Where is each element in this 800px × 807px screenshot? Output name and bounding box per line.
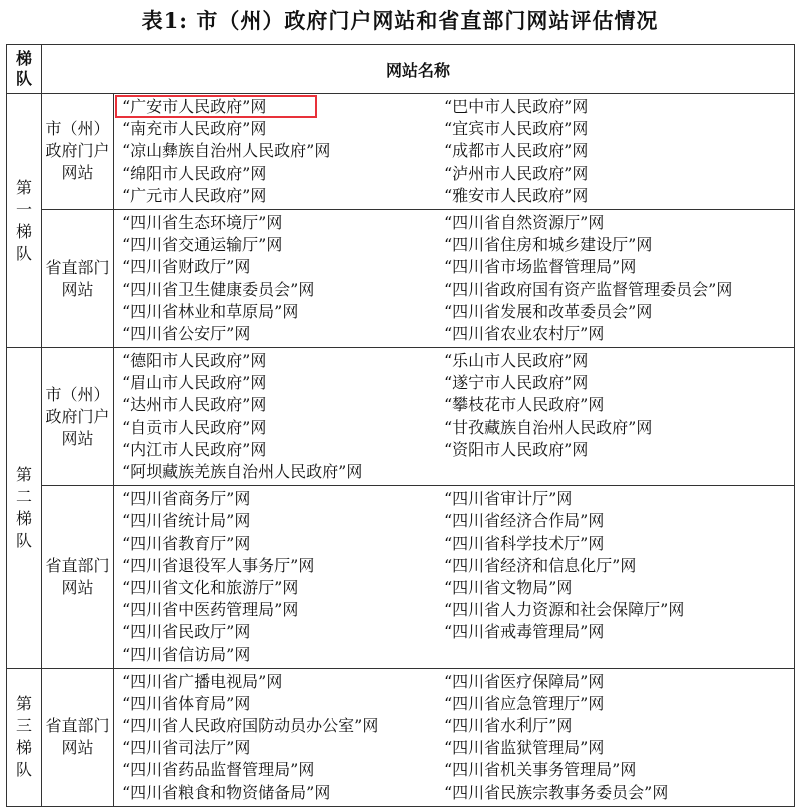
website-name: “四川省财政厅”网 <box>122 257 251 277</box>
website-name: “绵阳市人民政府”网 <box>122 163 267 183</box>
table-row <box>7 486 795 669</box>
tier-1-cell <box>7 94 42 348</box>
website-name: “四川省卫生健康委员会”网 <box>122 279 315 299</box>
website-name: “四川省交通运输厅”网 <box>122 235 283 255</box>
table-row <box>7 94 795 210</box>
website-name: “四川省人民政府国防动员办公室”网 <box>122 716 379 736</box>
website-name: “遂宁市人民政府”网 <box>444 373 589 393</box>
table-row <box>7 668 795 806</box>
site-list <box>114 486 795 669</box>
website-name: “眉山市人民政府”网 <box>122 373 267 393</box>
website-name: “四川省住房和城乡建设厅”网 <box>444 235 653 255</box>
website-name: “四川省粮食和物资储备局”网 <box>122 782 331 802</box>
tier-label: 第 二 梯 队 <box>15 464 32 550</box>
website-name: “四川省水利厅”网 <box>444 716 573 736</box>
website-name: “成都市人民政府”网 <box>444 141 589 161</box>
website-name: “凉山彝族自治州人民政府”网 <box>122 141 331 161</box>
table-row <box>7 209 795 347</box>
website-name: “泸州市人民政府”网 <box>444 163 589 183</box>
website-name: “四川省经济和信息化厅”网 <box>444 555 637 575</box>
type-label: 市（州）政府门户网站 <box>45 384 110 448</box>
website-name: “四川省公安厅”网 <box>122 323 251 343</box>
website-name: “阿坝藏族羌族自治州人民政府”网 <box>122 462 363 481</box>
type-label: 市（州）政府门户网站 <box>45 119 110 183</box>
website-name: “四川省人力资源和社会保障厅”网 <box>444 600 685 620</box>
website-name: “四川省商务厅”网 <box>122 489 251 509</box>
website-name: “四川省应急管理厅”网 <box>444 693 605 713</box>
website-name: “四川省民族宗教事务委员会”网 <box>444 782 669 802</box>
website-name: “四川省民政厅”网 <box>122 622 251 642</box>
website-name: “四川省自然资源厅”网 <box>444 212 605 232</box>
website-name <box>444 644 794 666</box>
type-cell <box>42 486 114 669</box>
website-name: “四川省林业和草原局”网 <box>122 301 299 321</box>
table-row <box>7 348 795 486</box>
website-name: “自贡市人民政府”网 <box>122 417 267 437</box>
website-name: “四川省文物局”网 <box>444 577 573 597</box>
evaluation-table <box>6 44 795 807</box>
website-name: “四川省广播电视局”网 <box>122 671 283 691</box>
tier-label: 第 一 梯 队 <box>15 177 32 263</box>
website-name: “四川省医疗保障局”网 <box>444 671 605 691</box>
site-list <box>114 668 795 806</box>
website-name: “四川省戒毒管理局”网 <box>444 622 605 642</box>
website-name: “四川省教育厅”网 <box>122 533 251 553</box>
header-tier-label: 梯 队 <box>15 49 32 88</box>
website-name: “巴中市人民政府”网 <box>444 97 589 116</box>
website-name: “四川省政府国有资产监督管理委员会”网 <box>444 279 733 299</box>
type-label: 省直部门网站 <box>45 716 110 758</box>
type-cell <box>42 348 114 486</box>
website-name: “资阳市人民政府”网 <box>444 439 589 459</box>
tier-label: 第 三 梯 队 <box>15 694 32 780</box>
website-name: “四川省药品监督管理局”网 <box>122 760 315 780</box>
website-name: “四川省中医药管理局”网 <box>122 600 299 620</box>
website-name: “四川省司法厅”网 <box>122 738 251 758</box>
type-label: 省直部门网站 <box>45 555 110 597</box>
website-name: “南充市人民政府”网 <box>122 119 267 139</box>
website-name <box>444 461 794 483</box>
website-name: “四川省体育局”网 <box>122 693 251 713</box>
header-tier <box>7 45 42 94</box>
type-label: 省直部门网站 <box>45 257 110 299</box>
site-list <box>114 348 795 486</box>
type-cell <box>42 668 114 806</box>
website-name: “四川省文化和旅游厅”网 <box>122 577 299 597</box>
website-name: “内江市人民政府”网 <box>122 439 267 459</box>
website-name: “四川省退役军人事务厅”网 <box>122 555 315 575</box>
website-name: “甘孜藏族自治州人民政府”网 <box>444 417 653 437</box>
type-cell <box>42 94 114 210</box>
website-name: “四川省发展和改革委员会”网 <box>444 301 653 321</box>
site-list <box>114 209 795 347</box>
tier-3-cell <box>7 668 42 806</box>
website-name: “广安市人民政府”网 <box>122 97 267 116</box>
website-name: “四川省市场监督管理局”网 <box>444 257 637 277</box>
site-list <box>114 94 795 210</box>
website-name: “四川省监狱管理局”网 <box>444 738 605 758</box>
website-name: “乐山市人民政府”网 <box>444 351 589 371</box>
tier-2-cell <box>7 348 42 669</box>
website-name: “四川省审计厅”网 <box>444 489 573 509</box>
website-name: “四川省生态环境厅”网 <box>122 212 283 232</box>
website-name: “四川省机关事务管理局”网 <box>444 760 637 780</box>
website-name: “四川省统计局”网 <box>122 511 251 531</box>
website-name: “达州市人民政府”网 <box>122 395 267 415</box>
type-cell <box>42 209 114 347</box>
website-name: “四川省经济合作局”网 <box>444 511 605 531</box>
website-name: “德阳市人民政府”网 <box>122 351 267 371</box>
website-name: “攀枝花市人民政府”网 <box>444 395 605 415</box>
header-row <box>7 45 795 94</box>
header-name: 网站名称 <box>42 45 795 94</box>
website-name: “四川省信访局”网 <box>122 644 251 664</box>
website-name: “宜宾市人民政府”网 <box>444 119 589 139</box>
website-name: “广元市人民政府”网 <box>122 185 267 205</box>
website-name: “雅安市人民政府”网 <box>444 185 589 205</box>
table-title: 表1: 市（州）政府门户网站和省直部门网站评估情况 <box>141 8 659 33</box>
website-name: “四川省科学技术厅”网 <box>444 533 605 553</box>
website-name: “四川省农业农村厅”网 <box>444 323 605 343</box>
